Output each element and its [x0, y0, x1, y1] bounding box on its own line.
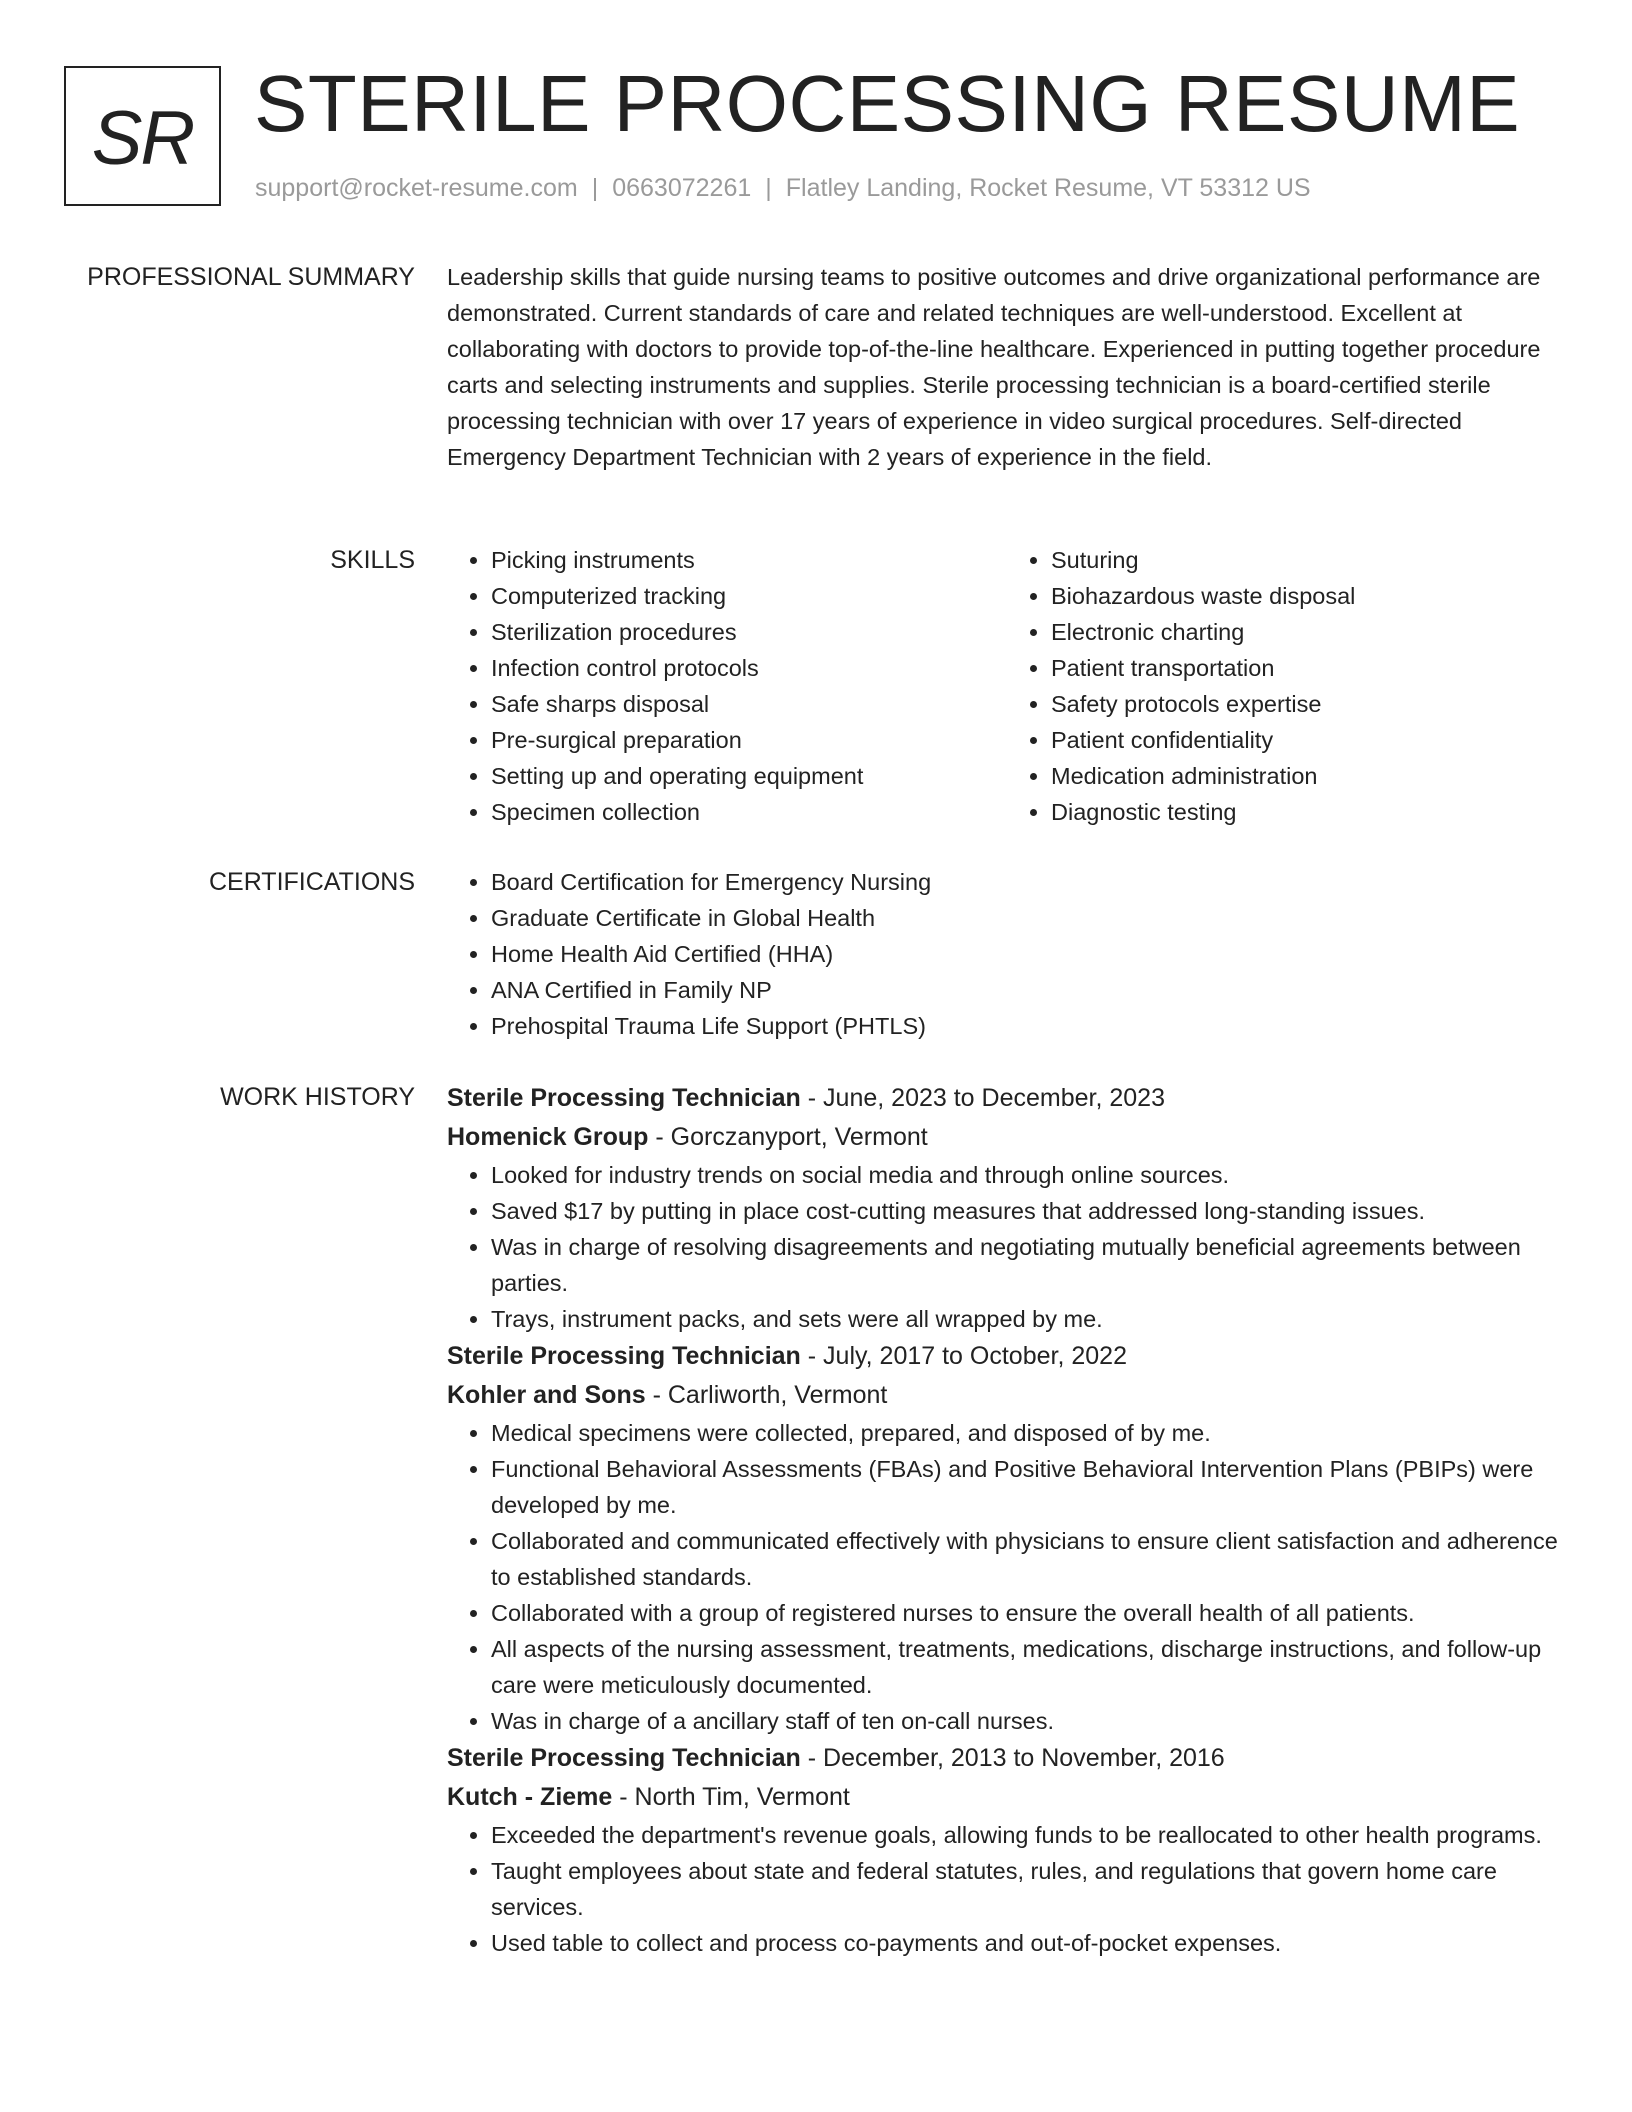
job-duties-list — [447, 1415, 1567, 1739]
job-title: Sterile Processing Technician — [447, 1744, 801, 1772]
certification-item: • Home Health Aid Certified (HHA) — [491, 936, 1567, 972]
job-entry — [447, 1739, 1567, 1961]
skill-item: • Safety protocols expertise — [1051, 686, 1567, 722]
job-duty-item: • Medical specimens were collected, prepared, and disposed of by me. — [491, 1415, 1567, 1451]
contact-phone[interactable]: 0663072261 — [612, 174, 752, 202]
skill-item: • Suturing — [1051, 542, 1567, 578]
job-duty-item: • Collaborated and communicated effectively with physicians to ensure client satisfaction and adherence to established standards. — [491, 1523, 1567, 1595]
skill-item: • Specimen collection — [491, 794, 1007, 830]
job-duty-item: • Was in charge of a ancillary staff of ten on-call nurses. — [491, 1703, 1567, 1739]
job-dates: - July, 2017 to October, 2022 — [800, 1342, 1127, 1370]
job-dates: - June, 2023 to December, 2023 — [800, 1084, 1165, 1112]
job-duty-item: • Trays, instrument packs, and sets were all wrapped by me. — [491, 1301, 1567, 1337]
job-dates: - December, 2013 to November, 2016 — [800, 1744, 1225, 1772]
contact-address: Flatley Landing, Rocket Resume, VT 53312 US — [785, 174, 1311, 202]
certification-item: • Graduate Certificate in Global Health — [491, 900, 1567, 936]
job-duty-item: • Exceeded the department's revenue goals, allowing funds to be reallocated to other health programs. — [491, 1817, 1567, 1853]
skill-item: • Safe sharps disposal — [491, 686, 1007, 722]
certifications-list — [447, 864, 1567, 1044]
skill-item: • Computerized tracking — [491, 578, 1007, 614]
summary-text: Leadership skills that guide nursing teams to positive outcomes and drive organizational performance are demonstrated. Current standards of care and related techniques are well-understood. Excellent at collaborating with doctors to provide top-of-the-line healthcare. Experienced in putting together procedure carts and selecting instruments and supplies. Sterile processing technician is a board-certified sterile processing technician with over 17 years of experience in video surgical procedures. Self-directed Emergency Department Technician with 2 years of experience in the field. — [447, 264, 1541, 470]
skill-item: • Infection control protocols — [491, 650, 1007, 686]
monogram-logo: SR — [64, 66, 221, 206]
skill-item: • Medication administration — [1051, 758, 1567, 794]
skill-item: • Diagnostic testing — [1051, 794, 1567, 830]
skill-item: • Sterilization procedures — [491, 614, 1007, 650]
contact-email[interactable]: support@rocket-resume.com — [255, 174, 578, 202]
contact-separator: | — [591, 174, 599, 202]
job-duty-item: • Was in charge of resolving disagreements and negotiating mutually beneficial agreements between parties. — [491, 1229, 1567, 1301]
skill-item: • Patient transportation — [1051, 650, 1567, 686]
certification-item: • Prehospital Trauma Life Support (PHTLS) — [491, 1008, 1567, 1044]
work-history-body — [447, 1079, 1567, 1961]
job-duty-item: • Used table to collect and process co-payments and out-of-pocket expenses. — [491, 1925, 1567, 1961]
skill-item: • Electronic charting — [1051, 614, 1567, 650]
job-title-line — [447, 1337, 1567, 1376]
certifications-heading: CERTIFICATIONS — [208, 868, 415, 896]
job-title-line — [447, 1739, 1567, 1778]
certification-item: • Board Certification for Emergency Nursing — [491, 864, 1567, 900]
job-duty-item: • Looked for industry trends on social media and through online sources. — [491, 1157, 1567, 1193]
job-company: Kohler and Sons — [447, 1381, 646, 1409]
job-location: - Gorczanyport, Vermont — [648, 1123, 928, 1151]
skill-item: • Picking instruments — [491, 542, 1007, 578]
job-title-line — [447, 1079, 1567, 1118]
skills-heading: SKILLS — [330, 546, 415, 574]
resume-title: STERILE PROCESSING RESUME — [254, 59, 1521, 148]
job-company-line — [447, 1376, 1567, 1415]
work-history-heading: WORK HISTORY — [220, 1083, 415, 1111]
job-duty-item: • All aspects of the nursing assessment, treatments, medications, discharge instructions, and follow-up care were meticulously documented. — [491, 1631, 1567, 1703]
skills-list-left — [447, 542, 1007, 830]
job-company-line — [447, 1118, 1567, 1157]
job-company-line — [447, 1778, 1567, 1817]
job-title: Sterile Processing Technician — [447, 1084, 801, 1112]
job-title: Sterile Processing Technician — [447, 1342, 801, 1370]
job-duty-item: • Taught employees about state and federal statutes, rules, and regulations that govern home care services. — [491, 1853, 1567, 1925]
contact-line — [255, 174, 1311, 203]
job-entry — [447, 1079, 1567, 1337]
job-duty-item: • Functional Behavioral Assessments (FBAs) and Positive Behavioral Intervention Plans (PBIPs) were developed by me. — [491, 1451, 1567, 1523]
contact-separator: | — [765, 174, 772, 202]
skills-list-right — [1007, 542, 1567, 830]
certification-item: • ANA Certified in Family NP — [491, 972, 1567, 1008]
skill-item: • Pre-surgical preparation — [491, 722, 1007, 758]
skills-columns — [447, 542, 1567, 830]
skill-item: • Setting up and operating equipment — [491, 758, 1007, 794]
job-company: Homenick Group — [447, 1123, 649, 1151]
summary-heading: PROFESSIONAL SUMMARY — [87, 263, 415, 291]
job-duty-item: • Collaborated with a group of registered nurses to ensure the overall health of all patients. — [491, 1595, 1567, 1631]
job-location: - North Tim, Vermont — [612, 1783, 850, 1811]
job-entry — [447, 1337, 1567, 1739]
job-duties-list — [447, 1817, 1567, 1961]
job-duty-item: • Saved $17 by putting in place cost-cutting measures that addressed long-standing issues. — [491, 1193, 1567, 1229]
skill-item: • Biohazardous waste disposal — [1051, 578, 1567, 614]
job-duties-list — [447, 1157, 1567, 1337]
job-location: - Carliworth, Vermont — [645, 1381, 888, 1409]
skill-item: • Patient confidentiality — [1051, 722, 1567, 758]
certifications-body — [447, 864, 1567, 1044]
job-company: Kutch - Zieme — [447, 1783, 613, 1811]
